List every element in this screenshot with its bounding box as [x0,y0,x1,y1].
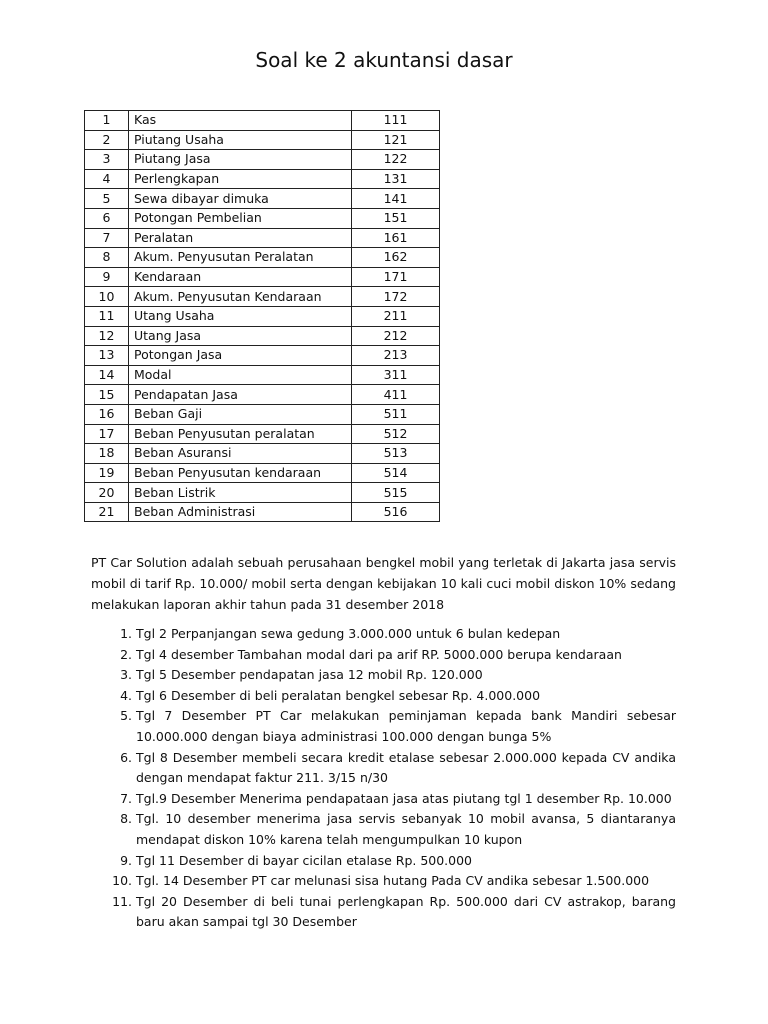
list-item: 8. Tgl. 10 desember menerima jasa servis sebanyak 10 mobil avansa, 5 diantaranya mendapat diskon 10% karena telah mengumpulkan 10 kupon [136,809,676,850]
list-item: 6. Tgl 8 Desember membeli secara kredit etalase sebesar 2.000.000 kepada CV andika dengan mendapat faktur 211. 3/15 n/30 [136,748,676,789]
account-number: 3 [85,150,129,170]
account-name: Beban Gaji [129,404,352,424]
account-number: 19 [85,463,129,483]
list-item: 4. Tgl 6 Desember di beli peralatan bengkel sebesar Rp. 4.000.000 [136,686,676,707]
account-code: 213 [352,346,440,366]
account-code: 172 [352,287,440,307]
table-row [85,306,440,326]
account-code: 512 [352,424,440,444]
account-code: 511 [352,404,440,424]
account-number: 13 [85,346,129,366]
table-row [85,189,440,209]
table-row [85,111,440,131]
list-item: 1. Tgl 2 Perpanjangan sewa gedung 3.000.000 untuk 6 bulan kedepan [136,624,676,645]
account-code: 161 [352,228,440,248]
account-code: 151 [352,208,440,228]
table-row [85,385,440,405]
list-item: 10. Tgl. 14 Desember PT car melunasi sisa hutang Pada CV andika sebesar 1.500.000 [136,871,676,892]
account-name: Perlengkapan [129,169,352,189]
account-name: Piutang Jasa [129,150,352,170]
account-code: 171 [352,267,440,287]
account-code: 411 [352,385,440,405]
table-row [85,228,440,248]
account-name: Piutang Usaha [129,130,352,150]
account-number: 11 [85,306,129,326]
table-row [85,150,440,170]
account-name: Utang Usaha [129,306,352,326]
account-name: Sewa dibayar dimuka [129,189,352,209]
account-name: Kas [129,111,352,131]
account-name: Beban Penyusutan kendaraan [129,463,352,483]
table-row [85,444,440,464]
account-name: Kendaraan [129,267,352,287]
account-code: 513 [352,444,440,464]
account-name: Beban Listrik [129,483,352,503]
account-code: 111 [352,111,440,131]
table-row [85,502,440,522]
account-code: 211 [352,306,440,326]
account-number: 8 [85,248,129,268]
table-row [85,483,440,503]
list-item: 9. Tgl 11 Desember di bayar cicilan etalase Rp. 500.000 [136,851,676,872]
account-name: Peralatan [129,228,352,248]
account-code: 162 [352,248,440,268]
account-name: Pendapatan Jasa [129,385,352,405]
account-name: Beban Asuransi [129,444,352,464]
table-row [85,267,440,287]
account-number: 15 [85,385,129,405]
account-code: 516 [352,502,440,522]
account-code: 514 [352,463,440,483]
account-number: 7 [85,228,129,248]
account-number: 2 [85,130,129,150]
account-number: 16 [85,404,129,424]
account-number: 5 [85,189,129,209]
task-list [91,624,676,933]
account-number: 10 [85,287,129,307]
list-item: 2. Tgl 4 desember Tambahan modal dari pa arif RP. 5000.000 berupa kendaraan [136,645,676,666]
account-code: 131 [352,169,440,189]
account-number: 17 [85,424,129,444]
table-row [85,169,440,189]
account-number: 20 [85,483,129,503]
table-row [85,130,440,150]
account-code: 311 [352,365,440,385]
chart-of-accounts-table [84,110,440,522]
list-item: 7. Tgl.9 Desember Menerima pendapataan jasa atas piutang tgl 1 desember Rp. 10.000 [136,789,676,810]
table-row [85,326,440,346]
account-number: 4 [85,169,129,189]
table-row [85,248,440,268]
account-name: Akum. Penyusutan Peralatan [129,248,352,268]
account-code: 121 [352,130,440,150]
account-number: 21 [85,502,129,522]
account-code: 122 [352,150,440,170]
table-row [85,365,440,385]
table-row [85,287,440,307]
table-row [85,463,440,483]
account-number: 18 [85,444,129,464]
table-row [85,208,440,228]
page-title: Soal ke 2 akuntansi dasar [255,48,513,72]
account-code: 515 [352,483,440,503]
intro-paragraph: PT Car Solution adalah sebuah perusahaan bengkel mobil yang terletak di Jakarta jasa servis mobil di tarif Rp. 10.000/ mobil serta dengan kebijakan 10 kali cuci mobil diskon 10% sedang melakukan laporan akhir tahun pada 31 desember 2018 [91,555,676,612]
account-name: Potongan Jasa [129,346,352,366]
account-number: 12 [85,326,129,346]
account-name: Beban Penyusutan peralatan [129,424,352,444]
account-number: 1 [85,111,129,131]
account-code: 141 [352,189,440,209]
account-name: Utang Jasa [129,326,352,346]
account-name: Modal [129,365,352,385]
list-item: 11. Tgl 20 Desember di beli tunai perlengkapan Rp. 500.000 dari CV astrakop, barang baru akan sampai tgl 30 Desember [136,892,676,933]
account-name: Beban Administrasi [129,502,352,522]
account-number: 9 [85,267,129,287]
table-row [85,404,440,424]
list-item: 3. Tgl 5 Desember pendapatan jasa 12 mobil Rp. 120.000 [136,665,676,686]
account-code: 212 [352,326,440,346]
account-name: Akum. Penyusutan Kendaraan [129,287,352,307]
table-row [85,346,440,366]
list-item: 5. Tgl 7 Desember PT Car melakukan peminjaman kepada bank Mandiri sebesar 10.000.000 dengan biaya administrasi 100.000 dengan bunga 5% [136,706,676,747]
table-row [85,424,440,444]
account-number: 14 [85,365,129,385]
account-number: 6 [85,208,129,228]
account-name: Potongan Pembelian [129,208,352,228]
